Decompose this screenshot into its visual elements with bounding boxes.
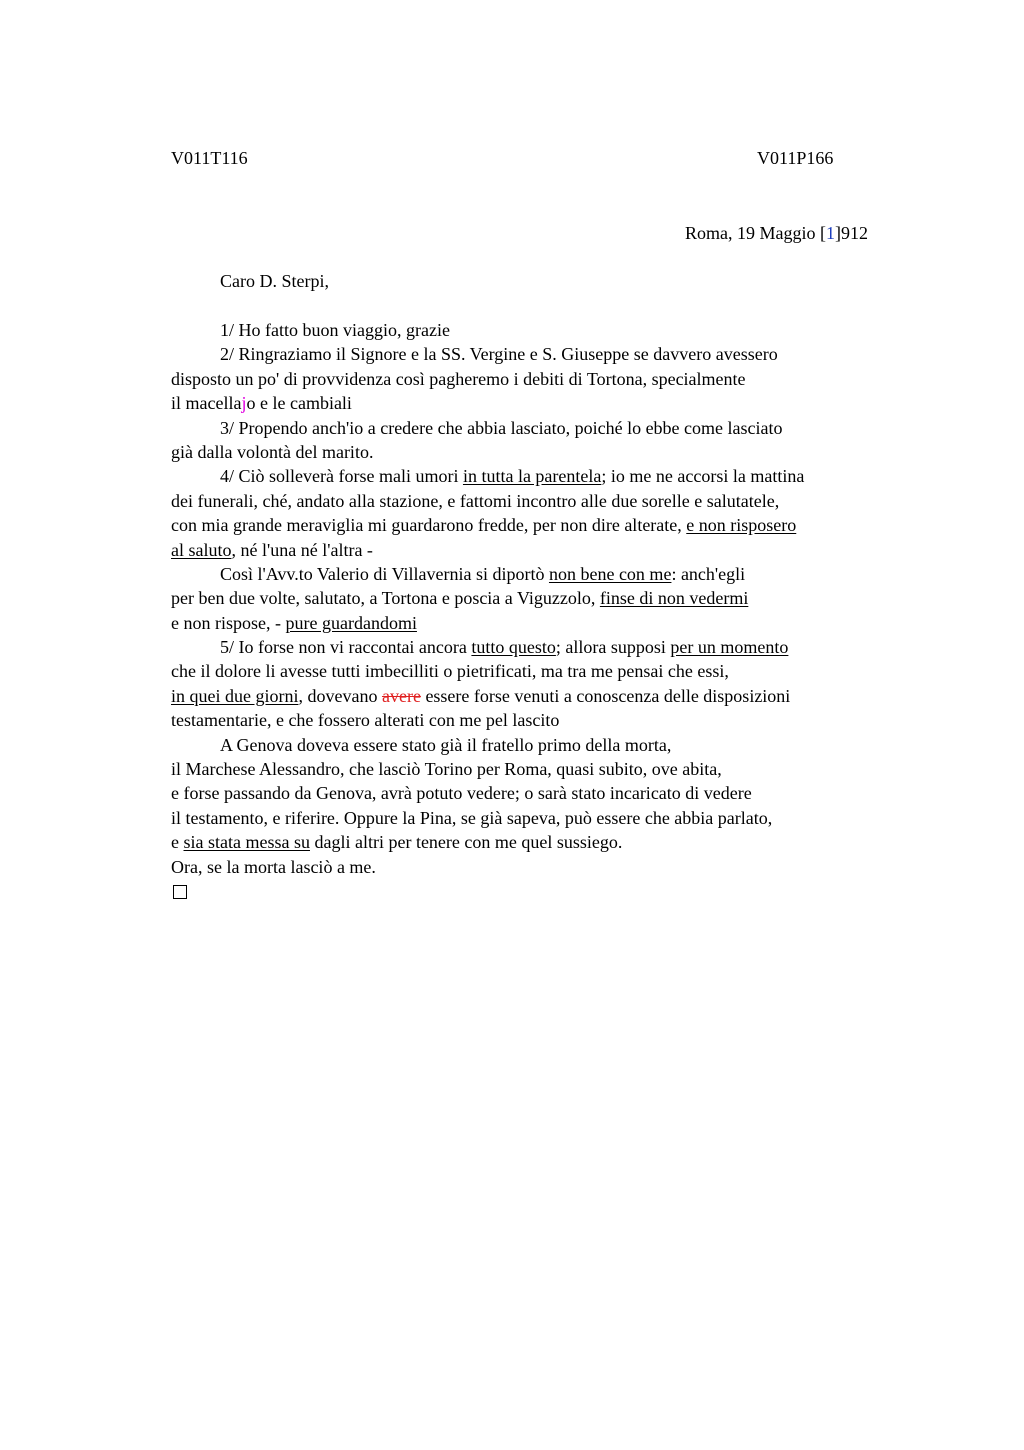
dateline-editorial-insertion: 1 [826, 223, 835, 243]
text-segment: testamentarie, e che fossero alterati con me pel lascito [171, 710, 560, 731]
text-line [171, 318, 911, 342]
letter-body [171, 318, 911, 903]
text-line [171, 391, 911, 415]
text-segment: dei funerali, ché, andato alla stazione, e fattomi incontro alle due sorelle e salutatele, [171, 490, 780, 511]
text-line [171, 342, 911, 366]
text-segment: il Marchese Alessandro, che lasciò Torino per Roma, quasi subito, ove abita, [171, 759, 722, 780]
text-segment: A Genova doveva essere stato già il fratello primo della morta, [220, 734, 672, 755]
underlined-text: in quei due giorni [171, 685, 299, 706]
text-segment: essere forse venuti a conoscenza delle disposizioni [420, 685, 791, 706]
underlined-text: finse di non vedermi [599, 588, 749, 609]
page-code-right: V011P166 [757, 148, 834, 168]
text-line [171, 757, 911, 781]
text-segment: e forse passando da Genova, avrà potuto vedere; o sarà stato incaricato di vedere [171, 783, 752, 804]
underlined-text: in tutta la parentela [462, 466, 602, 487]
text-line [171, 513, 911, 537]
dateline [685, 222, 868, 244]
text-line [171, 464, 911, 488]
text-segment: : anch'egli [671, 563, 746, 584]
document-code-left: V011T116 [171, 148, 248, 168]
text-segment: , né l'una né l'altra - [231, 539, 373, 560]
text-line [171, 635, 911, 659]
text-line [171, 367, 911, 391]
text-line [171, 440, 911, 464]
underlined-text: e non risposero [686, 515, 797, 536]
dateline-prefix: Roma, 19 Maggio [ [685, 223, 826, 243]
text-line [171, 538, 911, 562]
text-line [171, 586, 911, 610]
text-line [171, 708, 911, 732]
underlined-text: pure guardandomi [285, 612, 417, 633]
text-line [171, 416, 911, 440]
salutation: Caro D. Sterpi, [220, 271, 329, 291]
text-segment: e non rispose, - [171, 612, 286, 633]
text-segment: o e le cambiali [246, 393, 352, 414]
underlined-text: per un momento [670, 637, 789, 658]
underlined-text: tutto questo [471, 637, 556, 658]
text-segment: disposto un po' di provvidenza così pagheremo i debiti di Tortona, specialmente [171, 368, 746, 389]
text-segment: per ben due volte, salutato, a Tortona e poscia a Viguzzolo, [171, 588, 600, 609]
text-segment: il macella [171, 393, 242, 414]
text-segment: e [171, 832, 184, 853]
end-mark-line [171, 879, 911, 903]
text-segment: 1/ Ho fatto buon viaggio, grazie [220, 320, 450, 340]
text-line [171, 781, 911, 805]
text-segment: 4/ Ciò solleverà forse mali umori [220, 466, 463, 487]
text-segment: ; io me ne accorsi la mattina [601, 466, 805, 487]
editorial-insertion: j [241, 393, 247, 414]
dateline-suffix: ]912 [835, 223, 868, 243]
text-segment: 5/ Io forse non vi raccontai ancora [220, 637, 472, 658]
text-line [171, 489, 911, 513]
text-line [171, 830, 911, 854]
text-segment: , dovevano [298, 685, 382, 706]
text-segment: con mia grande meraviglia mi guardarono fredde, per non dire alterate, [171, 515, 687, 536]
text-line [171, 855, 911, 879]
square-outline-icon [173, 885, 187, 899]
text-line [171, 659, 911, 683]
text-line [171, 562, 911, 586]
struck-out-text: avere [381, 685, 421, 706]
text-segment: 3/ Propendo anch'io a credere che abbia lasciato, poiché lo ebbe come lasciato [220, 417, 783, 438]
text-segment: Così l'Avv.to Valerio di Villavernia si diportò [220, 563, 549, 584]
underlined-text: sia stata messa su [183, 832, 310, 853]
text-line [171, 684, 911, 708]
text-segment: il testamento, e riferire. Oppure la Pina, se già sapeva, può essere che abbia parlato, [171, 807, 773, 828]
text-line [171, 611, 911, 635]
text-line [171, 733, 911, 757]
text-segment: ; allora supposi [555, 637, 671, 658]
text-segment: 2/ Ringraziamo il Signore e la SS. Vergine e S. Giuseppe se davvero avessero [220, 344, 778, 365]
underlined-text: al saluto [171, 539, 232, 560]
text-line [171, 806, 911, 830]
text-segment: dagli altri per tenere con me quel sussiego. [309, 832, 623, 853]
text-segment: già dalla volontà del marito. [171, 441, 374, 462]
text-segment: che il dolore li avesse tutti imbecilliti o pietrificati, ma tra me pensai che essi, [171, 661, 729, 682]
text-segment: Ora, se la morta lasciò a me. [171, 856, 376, 877]
underlined-text: non bene con me [548, 563, 672, 584]
